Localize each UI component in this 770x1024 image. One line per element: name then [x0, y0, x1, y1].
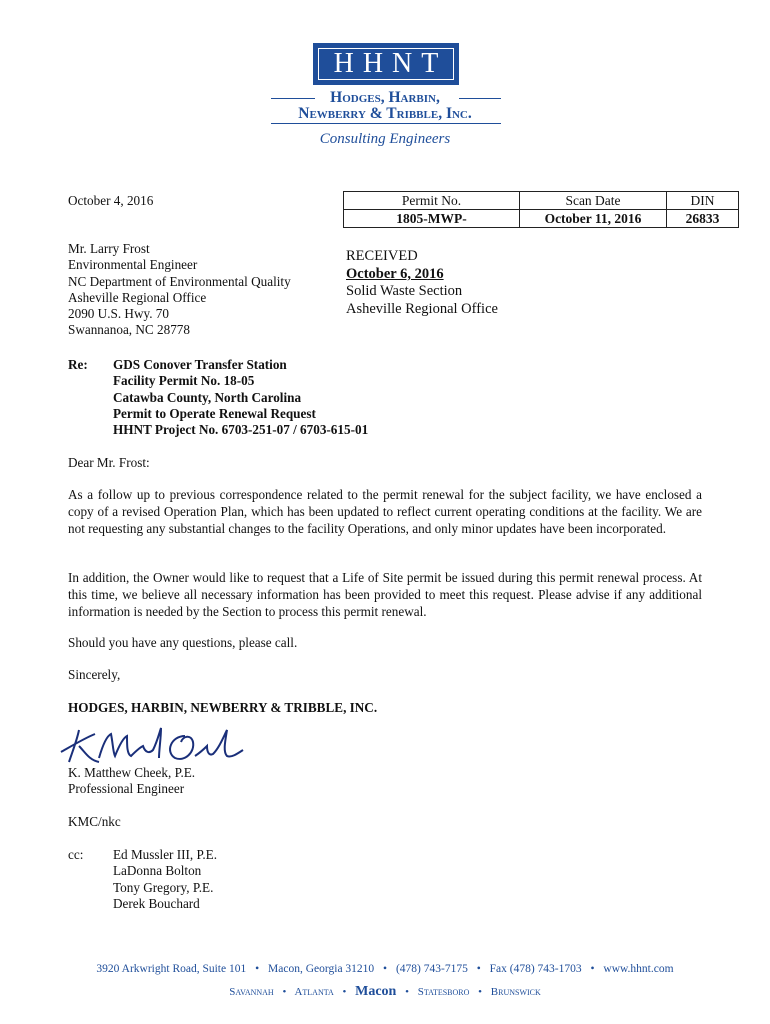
office-brunswick: Brunswick [490, 986, 541, 998]
letterhead-rule-bottom [271, 123, 501, 124]
scan-date-header: Scan Date [520, 192, 667, 210]
din-header: DIN [667, 192, 739, 210]
recipient-line: Swannanoa, NC 28778 [68, 322, 190, 338]
company-signature: HODGES, HARBIN, NEWBERRY & TRIBBLE, INC. [68, 700, 378, 715]
typist-initials: KMC/nkc [68, 814, 121, 829]
received-label: RECEIVED [346, 248, 418, 264]
signer-title: Professional Engineer [68, 781, 185, 797]
re-label: Re: [68, 357, 88, 372]
received-office: Asheville Regional Office [346, 300, 498, 317]
re-line: Catawba County, North Carolina [113, 389, 302, 405]
permit-table-value-row [344, 210, 739, 228]
footer-city: Macon, Georgia 31210 [268, 963, 375, 975]
body-paragraph-2: In addition, the Owner would like to request that a Life of Site permit be issued during this permit renewal process. At this time, we believe all necessary information has been provided to meet this request. Please advise if any additional information is needed by the Section to process this permit renewal. [68, 570, 702, 619]
recipient-line: 2090 U.S. Hwy. 70 [68, 306, 169, 322]
office-statesboro: Statesboro [417, 986, 470, 998]
company-name-line1: Hodges, Harbin, [330, 89, 440, 106]
office-atlanta: Atlanta [294, 986, 334, 998]
cc-name: Derek Bouchard [113, 895, 200, 911]
re-line: GDS Conover Transfer Station [113, 357, 287, 372]
logo-text: HHNT [318, 48, 454, 80]
body-paragraph-3: Should you have any questions, please call. [68, 635, 298, 650]
footer-separator: • [282, 986, 287, 998]
re-line: Permit to Operate Renewal Request [113, 405, 316, 421]
cc-label: cc: [68, 847, 84, 862]
received-section: Solid Waste Section [346, 283, 463, 299]
recipient-line: Mr. Larry Frost [68, 241, 150, 256]
scan-date-value: October 11, 2016 [520, 210, 667, 228]
footer-contact [0, 963, 770, 975]
company-name-line2: Newberry & Tribble, Inc. [298, 105, 472, 122]
cc-name: Tony Gregory, P.E. [113, 879, 214, 895]
footer-separator: • [476, 963, 481, 975]
re-subject [113, 357, 368, 438]
letter-date: October 4, 2016 [68, 193, 154, 208]
cc-name: LaDonna Bolton [113, 863, 202, 879]
recipient-address [68, 241, 291, 339]
footer-phone: (478) 743-7175 [395, 963, 468, 975]
footer-fax: Fax (478) 743-1703 [489, 963, 582, 975]
received-date: October 6, 2016 [346, 265, 444, 282]
re-line: HHNT Project No. 6703-251-07 / 6703-615-01 [113, 422, 369, 438]
re-line: Facility Permit No. 18-05 [113, 373, 255, 389]
permit-table [343, 191, 739, 228]
recipient-line: Environmental Engineer [68, 257, 198, 273]
signer-name: K. Matthew Cheek, P.E. [68, 765, 196, 780]
din-value: 26833 [667, 210, 739, 228]
salutation: Dear Mr. Frost: [68, 455, 150, 470]
office-macon: Macon [355, 984, 397, 999]
received-stamp [346, 248, 498, 318]
body-paragraph-1: As a follow up to previous correspondence related to the permit renewal for the subject facility, we have enclosed a copy of a revised Operation Plan, which has been updated to reflect current operating conditions at the facility. We are not requesting any substantial changes to the facility Operations, and only minor updates have been incorporated. [68, 487, 702, 536]
footer-separator: • [405, 986, 409, 998]
footer-address: 3920 Arkwright Road, Suite 101 [96, 963, 247, 975]
office-savannah: Savannah [229, 986, 274, 998]
footer-separator: • [383, 963, 388, 975]
cc-list [113, 847, 217, 912]
recipient-line: Asheville Regional Office [68, 289, 207, 305]
closing: Sincerely, [68, 667, 121, 682]
footer-web: www.hhnt.com [603, 963, 674, 975]
footer-separator: • [255, 963, 260, 975]
company-logo [313, 43, 459, 85]
recipient-line: NC Department of Environmental Quality [68, 273, 291, 289]
footer-separator: • [478, 986, 483, 998]
footer-separator: • [590, 963, 595, 975]
permit-table-header-row [344, 192, 739, 210]
company-tagline: Consulting Engineers [319, 131, 451, 147]
footer-separator: • [342, 986, 347, 998]
permit-no-header: Permit No. [344, 192, 520, 210]
footer-offices [0, 984, 770, 1000]
permit-no-value: 1805-MWP- [344, 210, 520, 228]
signer-block [68, 765, 195, 798]
cc-name: Ed Mussler III, P.E. [113, 847, 218, 862]
handwritten-signature [55, 722, 255, 770]
